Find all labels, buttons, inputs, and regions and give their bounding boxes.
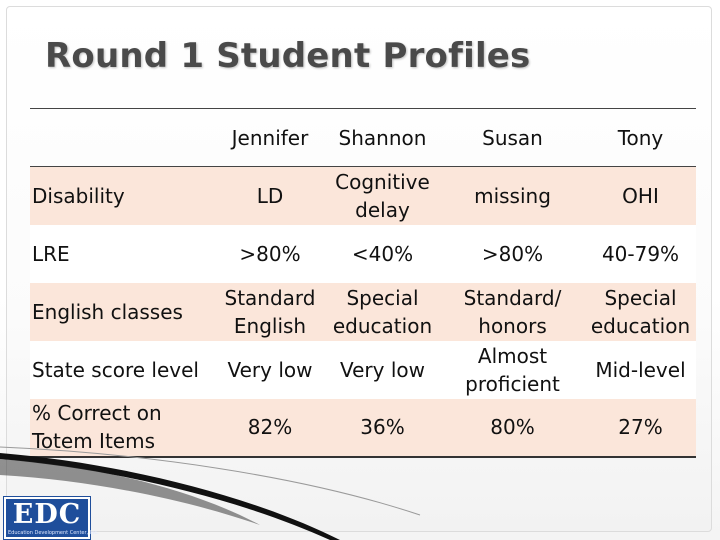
header-cell-tony: Tony	[585, 109, 696, 167]
row-label: English classes	[32, 299, 183, 324]
slide-title: Round 1 Student Profiles	[45, 36, 531, 76]
header-cell-empty	[30, 109, 215, 167]
table-cell: 80%	[440, 399, 585, 457]
table-cell: Very low	[227, 357, 313, 382]
table-cell: Standard/ honors	[463, 285, 562, 338]
table-row-lre	[30, 225, 696, 283]
table-cell: OHI	[622, 183, 659, 208]
table-cell: Mid-level	[595, 357, 686, 382]
table-cell: Very low	[340, 357, 425, 382]
table-cell: Special education	[332, 285, 433, 338]
header-cell-shannon: Shannon	[325, 109, 440, 167]
table-row-english-classes	[30, 283, 696, 341]
table-cell: 27%	[585, 399, 696, 457]
table-header-row	[30, 109, 696, 167]
row-label: % Correct on Totem Items	[30, 399, 215, 457]
decorative-swoosh	[0, 445, 720, 540]
row-label: State score level	[32, 357, 199, 382]
row-label: LRE	[32, 241, 70, 266]
logo-text: EDC	[12, 499, 82, 530]
header-cell-susan: Susan	[440, 109, 585, 167]
table-cell: 40-79%	[601, 241, 680, 266]
table-cell: Cognitive delay	[335, 169, 430, 222]
row-label: Disability	[32, 183, 125, 208]
table-cell: 82%	[215, 399, 325, 457]
logo-caption: Education Development Center, Inc.	[8, 530, 99, 536]
edc-logo	[4, 497, 99, 539]
header-cell-jennifer: Jennifer	[215, 109, 325, 167]
table-cell: <40%	[351, 241, 414, 266]
table-cell: 36%	[325, 399, 440, 457]
table-cell: LD	[256, 183, 284, 208]
table-cell: Almost proficient	[465, 343, 560, 396]
table-row-disability	[30, 167, 696, 225]
table-cell: >80%	[239, 241, 301, 266]
table-cell: >80%	[481, 241, 544, 266]
table-row-state-score-level	[30, 341, 696, 399]
table-cell: Special education	[590, 285, 691, 338]
student-profiles-table	[30, 108, 696, 458]
table-cell: Standard English	[224, 285, 316, 338]
table-cell: missing	[474, 183, 551, 208]
